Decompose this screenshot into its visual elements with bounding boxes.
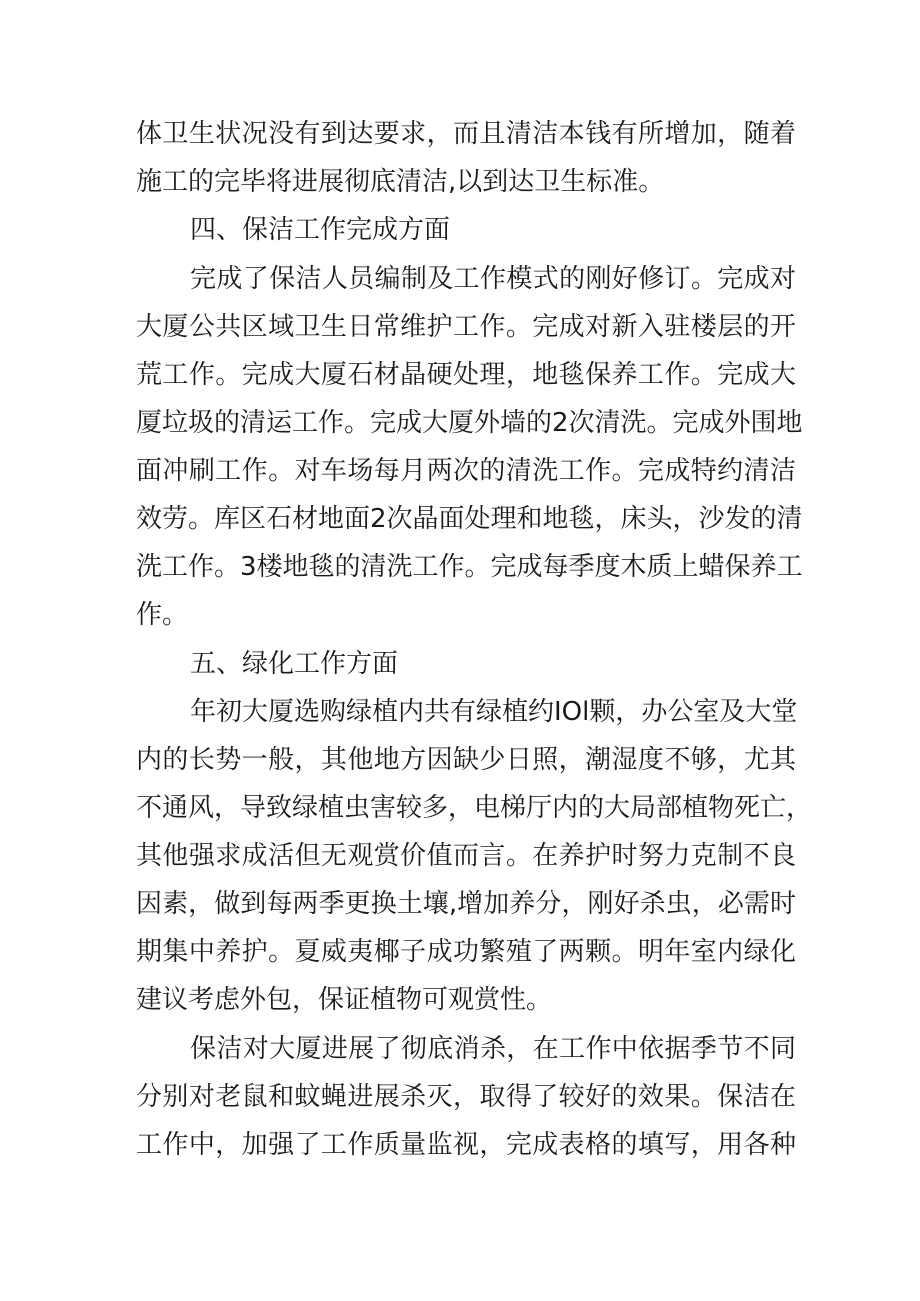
section-heading-cleaning: 四、保洁工作完成方面 (190, 215, 451, 245)
paragraph-line: 面冲刷工作。对车场每月两次的清洗工作。完成特约清洁 (136, 456, 796, 486)
section-heading-greening: 五、绿化工作方面 (190, 649, 399, 679)
paragraph-line: 分别对老鼠和蚊蝇进展杀灭，取得了较好的效果。保洁在 (136, 1082, 796, 1112)
paragraph-line: 工作中，加强了工作质量监视，完成表格的填写，用各种 (136, 1130, 796, 1160)
paragraph-line: 不通风，导致绿植虫害较多，电梯厅内的大局部植物死亡， (136, 793, 813, 823)
paragraph-line: 效劳。库区石材地面2次晶面处理和地毯，床头，沙发的清 (136, 504, 803, 534)
paragraph-line: 内的长势一般，其他地方因缺少日照，潮湿度不够，尤其 (136, 745, 796, 775)
paragraph-line: 其他强求成活但无观赏价值而言。在养护时努力克制不良 (136, 841, 796, 871)
paragraph-line: 作。 (136, 600, 189, 630)
paragraph-line: 体卫生状况没有到达要求，而且清洁本钱有所增加，随着 (136, 119, 796, 149)
paragraph-line: 保洁对大厦进展了彻底消杀，在工作中依据季节不同 (190, 1034, 796, 1064)
paragraph-line: 施工的完毕将进展彻底清洁,以到达卫生标准。 (136, 167, 665, 197)
paragraph-line: 建议考虑外包，保证植物可观赏性。 (136, 985, 553, 1015)
paragraph-line: 洗工作。3楼地毯的清洗工作。完成每季度木质上蜡保养工 (136, 552, 803, 582)
paragraph-line: 厦垃圾的清运工作。完成大厦外墙的2次清洗。完成外围地 (136, 408, 803, 438)
paragraph-line: 期集中养护。夏威夷椰子成功繁殖了两颗。明年室内绿化 (136, 937, 796, 967)
paragraph-line: 完成了保洁人员编制及工作模式的刚好修订。完成对 (190, 264, 796, 294)
paragraph-line: 年初大厦选购绿植内共有绿植约IOl颗，办公室及大堂 (190, 697, 798, 727)
paragraph-line: 大厦公共区域卫生日常维护工作。完成对新入驻楼层的开 (136, 312, 796, 342)
paragraph-line: 因素，做到每两季更换土壤,增加养分，刚好杀虫，必需时 (136, 889, 796, 919)
paragraph-line: 荒工作。完成大厦石材晶硬处理，地毯保养工作。完成大 (136, 360, 796, 390)
